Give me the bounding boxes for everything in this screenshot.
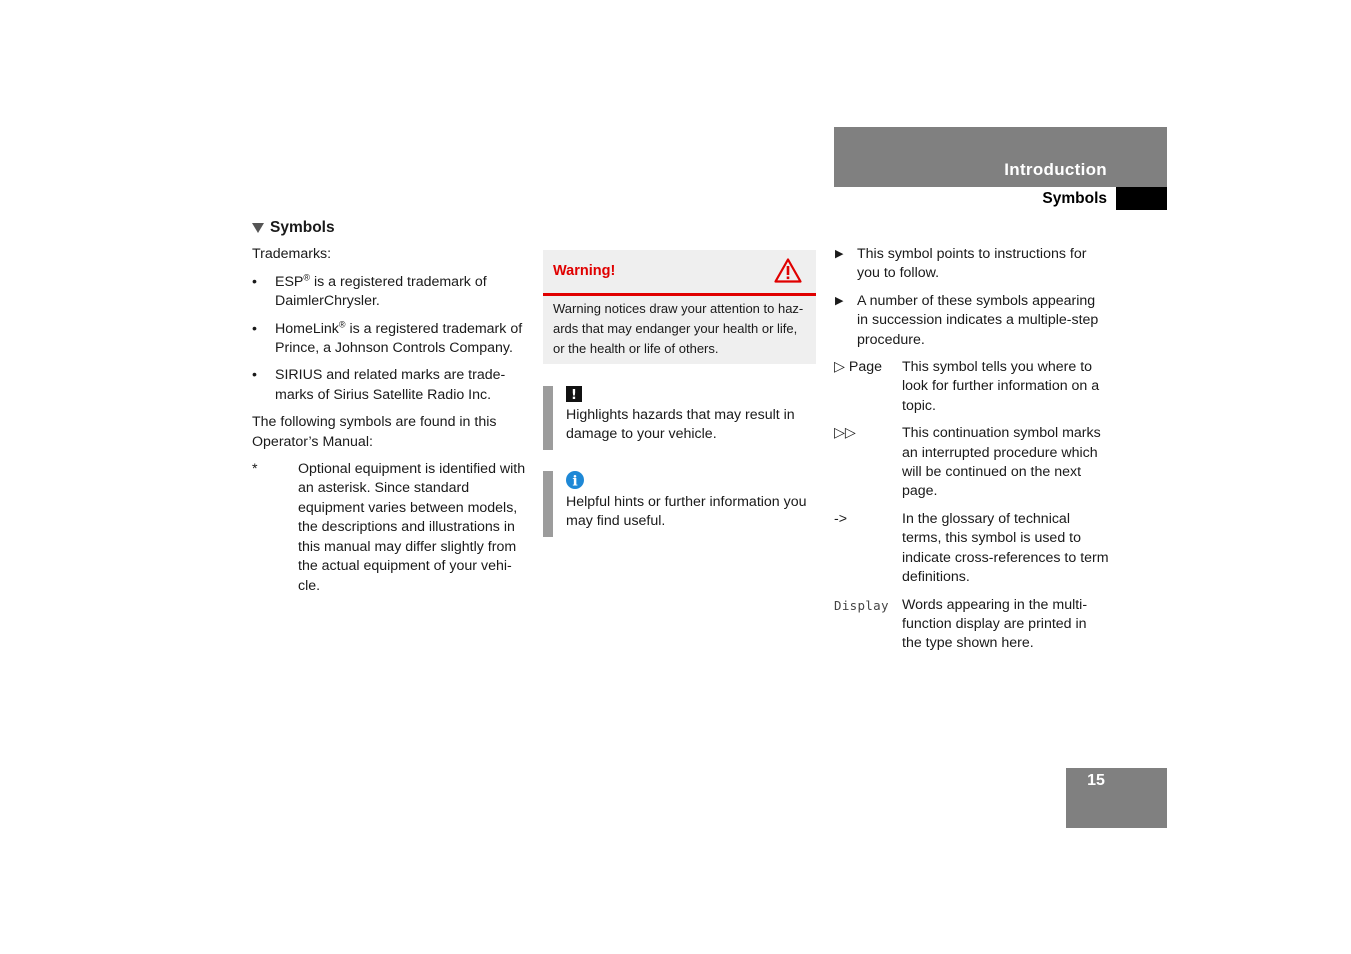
display-symbol: Display (834, 597, 889, 613)
exclamation-icon (566, 386, 582, 402)
notice-bar (543, 471, 553, 537)
section-tab-marker (1116, 187, 1167, 210)
left-column (252, 218, 527, 596)
cross-reference-definition (834, 510, 1109, 588)
triangle-down-icon (252, 223, 264, 233)
exclamation-glyph: ! (571, 388, 577, 402)
page-reference-definition (834, 358, 1109, 416)
list-item (252, 273, 527, 312)
warning-notice (543, 250, 816, 364)
chapter-title: Introduction (1004, 160, 1107, 179)
definition-text: This symbol tells you where to look for further information on a topic. (902, 359, 1100, 414)
asterisk-description: Optional equipment is identified with an asterisk. Since standard equipment varies between models, the descriptions and illustrations in this manual may differ slightly from the actual equipment of your vehi-cle. (298, 461, 526, 594)
bullet-icon: • (252, 273, 257, 290)
arrow-right-icon: ▶ (835, 248, 844, 260)
trademark-text: is a registered trademark of DaimlerChrysler. (275, 273, 487, 310)
warning-header (543, 250, 816, 296)
warning-title: Warning! (553, 263, 616, 279)
section-title: Symbols (1042, 190, 1107, 207)
info-text: Helpful hints or further information you may find useful. (566, 494, 807, 530)
trademark-name: ESP (275, 273, 304, 290)
arrow-right-icon: ▶ (835, 294, 844, 307)
registered-mark: ® (338, 318, 346, 329)
registered-mark: ® (303, 272, 311, 283)
list-item (252, 320, 527, 359)
list-item (834, 292, 1109, 350)
bullet-icon: • (252, 367, 257, 384)
trademarks-label: Trademarks: (252, 246, 332, 263)
continuation-definition (834, 424, 1109, 502)
instruction-text: This symbol points to instructions for you to follow. (857, 246, 1087, 282)
notice-bar (543, 386, 553, 450)
bullet-icon: • (252, 320, 257, 337)
continuation-symbol: ▷▷ (834, 425, 856, 442)
trademark-text: SIRIUS and related marks are trade-marks of Sirius Satellite Radio Inc. (275, 367, 506, 403)
section-heading (252, 218, 527, 237)
definition-text: Words appearing in the multi-function display are printed in the type shown here. (902, 596, 1088, 652)
section-heading-text: Symbols (270, 219, 335, 236)
chapter-header (834, 127, 1167, 187)
asterisk-definition (252, 460, 527, 596)
page-reference-symbol: ▷ Page (834, 359, 882, 376)
list-item (834, 245, 1109, 284)
page-number-box (1066, 768, 1167, 828)
trademark-text: is a registered trademark of Prince, a Johnson Controls Company. (275, 320, 523, 357)
info-notice (543, 471, 818, 537)
info-glyph: i (572, 473, 578, 489)
display-text-definition (834, 596, 1109, 654)
cross-reference-symbol: -> (834, 510, 848, 527)
caution-notice (543, 386, 818, 450)
definition-text: In the glossary of technical terms, this symbol is used to indicate cross-references to term definitions. (902, 510, 1109, 586)
info-icon (566, 471, 584, 489)
warning-text: Warning notices draw your attention to haz-ards that may endanger your health or life, or the health or life of others. (553, 301, 804, 356)
list-item (252, 366, 527, 405)
symbols-intro: The following symbols are found in this Operator’s Manual: (252, 414, 497, 450)
page-number: 15 (1087, 772, 1105, 789)
definition-text: This continuation symbol marks an interrupted procedure which will be continued on the next page. (902, 425, 1101, 500)
right-column (834, 245, 1109, 662)
caution-text: Highlights hazards that may result in damage to your vehicle. (566, 407, 795, 443)
trademark-name: HomeLink (275, 320, 339, 337)
asterisk-symbol: * (252, 461, 258, 478)
warning-triangle-icon (774, 258, 802, 283)
instruction-text: A number of these symbols appearing in succession indicates a multiple-step procedure. (857, 292, 1099, 348)
